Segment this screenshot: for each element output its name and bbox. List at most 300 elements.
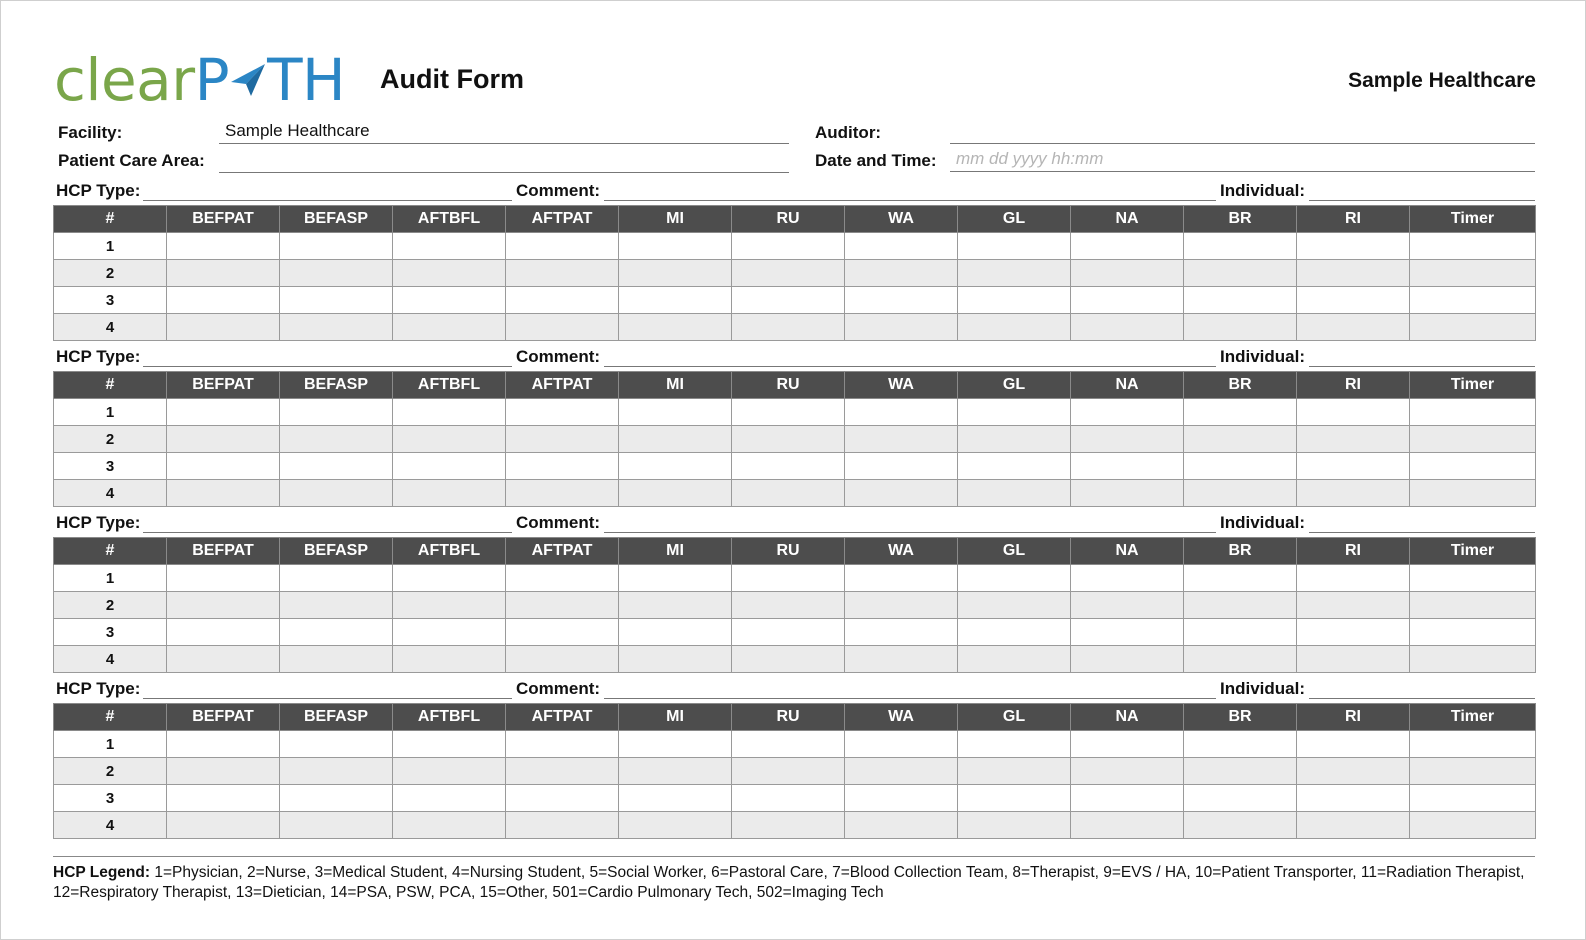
- table-cell[interactable]: [958, 399, 1071, 426]
- row-number: 4: [54, 314, 167, 341]
- table-cell[interactable]: [1297, 731, 1410, 758]
- table-cell[interactable]: [1071, 592, 1184, 619]
- table-cell[interactable]: [1297, 592, 1410, 619]
- row-number: 3: [54, 453, 167, 480]
- table-cell[interactable]: [958, 565, 1071, 592]
- individual-field[interactable]: [1309, 509, 1535, 533]
- table-header-row: [54, 206, 1536, 233]
- table-cell[interactable]: [506, 260, 619, 287]
- row-number: 1: [54, 233, 167, 260]
- column-header: AFTBFL: [393, 704, 506, 731]
- table-cell[interactable]: [1410, 646, 1536, 673]
- table-cell[interactable]: [732, 314, 845, 341]
- table-cell[interactable]: [845, 260, 958, 287]
- table-row: [54, 646, 1536, 673]
- table-cell[interactable]: [619, 646, 732, 673]
- column-header: MI: [619, 206, 732, 233]
- table-cell[interactable]: [1184, 233, 1297, 260]
- table-cell[interactable]: [506, 314, 619, 341]
- table-cell[interactable]: [619, 592, 732, 619]
- logo-text-th: TH: [267, 46, 346, 114]
- table-cell[interactable]: [1071, 785, 1184, 812]
- table-cell[interactable]: [393, 619, 506, 646]
- column-header: BR: [1184, 372, 1297, 399]
- table-cell[interactable]: [393, 758, 506, 785]
- table-cell[interactable]: [619, 565, 732, 592]
- column-header: #: [54, 206, 167, 233]
- table-row: [54, 399, 1536, 426]
- table-cell[interactable]: [167, 646, 280, 673]
- column-header: WA: [845, 704, 958, 731]
- table-cell[interactable]: [1071, 731, 1184, 758]
- table-cell[interactable]: [845, 565, 958, 592]
- table-cell[interactable]: [958, 785, 1071, 812]
- table-cell[interactable]: [1297, 758, 1410, 785]
- table-cell[interactable]: [958, 314, 1071, 341]
- row-number: 4: [54, 646, 167, 673]
- column-header: Timer: [1410, 372, 1536, 399]
- table-cell[interactable]: [845, 399, 958, 426]
- table-cell[interactable]: [167, 785, 280, 812]
- table-cell[interactable]: [845, 619, 958, 646]
- table-cell[interactable]: [167, 731, 280, 758]
- date-time-field[interactable]: mm dd yyyy hh:mm: [950, 148, 1535, 172]
- column-header: RU: [732, 206, 845, 233]
- table-cell[interactable]: [280, 480, 393, 507]
- row-number: 3: [54, 287, 167, 314]
- comment-field[interactable]: [604, 343, 1216, 367]
- table-cell[interactable]: [845, 480, 958, 507]
- table-cell[interactable]: [958, 260, 1071, 287]
- table-cell[interactable]: [958, 287, 1071, 314]
- table-cell[interactable]: [1297, 565, 1410, 592]
- table-cell[interactable]: [619, 426, 732, 453]
- table-cell[interactable]: [167, 314, 280, 341]
- row-number: 3: [54, 785, 167, 812]
- table-cell[interactable]: [506, 565, 619, 592]
- table-cell[interactable]: [1184, 453, 1297, 480]
- table-cell[interactable]: [732, 812, 845, 839]
- table-cell[interactable]: [280, 785, 393, 812]
- auditor-label: Auditor:: [815, 123, 882, 142]
- table-cell[interactable]: [958, 592, 1071, 619]
- table-cell[interactable]: [1297, 480, 1410, 507]
- table-cell[interactable]: [732, 426, 845, 453]
- table-cell[interactable]: [619, 758, 732, 785]
- comment-field[interactable]: [604, 675, 1216, 699]
- patient-care-area-label: Patient Care Area:: [58, 151, 205, 170]
- legend-divider: [53, 856, 1535, 857]
- table-cell[interactable]: [506, 453, 619, 480]
- table-cell[interactable]: [619, 314, 732, 341]
- table-row: [54, 565, 1536, 592]
- table-cell[interactable]: [280, 287, 393, 314]
- table-cell[interactable]: [958, 646, 1071, 673]
- column-header: BEFPAT: [167, 206, 280, 233]
- table-cell[interactable]: [167, 233, 280, 260]
- table-cell[interactable]: [732, 785, 845, 812]
- column-header: AFTBFL: [393, 538, 506, 565]
- table-cell[interactable]: [1184, 287, 1297, 314]
- table-cell[interactable]: [393, 731, 506, 758]
- column-header: GL: [958, 372, 1071, 399]
- table-cell[interactable]: [1410, 592, 1536, 619]
- table-cell[interactable]: [845, 314, 958, 341]
- table-cell[interactable]: [1184, 812, 1297, 839]
- audit-table: [53, 371, 1536, 507]
- table-cell[interactable]: [1184, 731, 1297, 758]
- table-cell[interactable]: [506, 785, 619, 812]
- table-cell[interactable]: [506, 399, 619, 426]
- column-header: #: [54, 704, 167, 731]
- table-cell[interactable]: [1071, 565, 1184, 592]
- table-cell[interactable]: [732, 758, 845, 785]
- table-cell[interactable]: [393, 233, 506, 260]
- table-cell[interactable]: [1184, 426, 1297, 453]
- table-cell[interactable]: [280, 399, 393, 426]
- table-cell[interactable]: [1410, 453, 1536, 480]
- table-cell[interactable]: [1297, 233, 1410, 260]
- table-cell[interactable]: [845, 785, 958, 812]
- table-cell[interactable]: [732, 399, 845, 426]
- table-cell[interactable]: [506, 619, 619, 646]
- comment-label: Comment:: [516, 679, 601, 698]
- table-cell[interactable]: [1071, 812, 1184, 839]
- audit-table: [53, 205, 1536, 341]
- table-cell[interactable]: [167, 619, 280, 646]
- row-number: 1: [54, 399, 167, 426]
- column-header: WA: [845, 372, 958, 399]
- table-cell[interactable]: [1297, 287, 1410, 314]
- table-cell[interactable]: [619, 399, 732, 426]
- table-cell[interactable]: [280, 314, 393, 341]
- table-cell[interactable]: [167, 453, 280, 480]
- column-header: BEFASP: [280, 538, 393, 565]
- row-number: 3: [54, 619, 167, 646]
- table-cell[interactable]: [280, 426, 393, 453]
- column-header: RU: [732, 538, 845, 565]
- table-cell[interactable]: [167, 812, 280, 839]
- table-cell[interactable]: [732, 646, 845, 673]
- table-row: [54, 287, 1536, 314]
- audit-table: [53, 537, 1536, 673]
- table-row: [54, 619, 1536, 646]
- table-cell[interactable]: [619, 260, 732, 287]
- table-cell[interactable]: [1410, 426, 1536, 453]
- table-cell[interactable]: [619, 233, 732, 260]
- table-cell[interactable]: [1297, 646, 1410, 673]
- table-cell[interactable]: [1184, 260, 1297, 287]
- table-cell[interactable]: [958, 812, 1071, 839]
- date-time-label: Date and Time:: [815, 151, 937, 170]
- table-cell[interactable]: [845, 731, 958, 758]
- row-number: 4: [54, 812, 167, 839]
- row-number: 2: [54, 426, 167, 453]
- table-cell[interactable]: [393, 480, 506, 507]
- table-cell[interactable]: [506, 287, 619, 314]
- individual-field[interactable]: [1309, 343, 1535, 367]
- table-cell[interactable]: [845, 287, 958, 314]
- column-header: #: [54, 538, 167, 565]
- table-cell[interactable]: [1410, 731, 1536, 758]
- table-cell[interactable]: [167, 399, 280, 426]
- table-cell[interactable]: [1410, 314, 1536, 341]
- table-cell[interactable]: [958, 453, 1071, 480]
- table-cell[interactable]: [1071, 287, 1184, 314]
- table-cell[interactable]: [1071, 260, 1184, 287]
- hcp-type-field[interactable]: [143, 343, 512, 367]
- table-cell[interactable]: [393, 260, 506, 287]
- table-cell[interactable]: [1184, 646, 1297, 673]
- row-number: 2: [54, 592, 167, 619]
- table-cell[interactable]: [167, 287, 280, 314]
- table-cell[interactable]: [845, 233, 958, 260]
- facility-label: Facility:: [58, 123, 123, 142]
- table-cell[interactable]: [1410, 758, 1536, 785]
- table-cell[interactable]: [1297, 619, 1410, 646]
- column-header: WA: [845, 538, 958, 565]
- table-cell[interactable]: [167, 426, 280, 453]
- table-cell[interactable]: [1071, 426, 1184, 453]
- table-cell[interactable]: [1410, 287, 1536, 314]
- table-cell[interactable]: [167, 480, 280, 507]
- table-cell[interactable]: [958, 758, 1071, 785]
- column-header: Timer: [1410, 206, 1536, 233]
- table-cell[interactable]: [280, 260, 393, 287]
- table-cell[interactable]: [1184, 399, 1297, 426]
- table-cell[interactable]: [732, 731, 845, 758]
- column-header: NA: [1071, 704, 1184, 731]
- column-header: RI: [1297, 538, 1410, 565]
- logo-text-clear: clear: [54, 46, 195, 114]
- table-cell[interactable]: [1071, 480, 1184, 507]
- hcp-legend-text: 1=Physician, 2=Nurse, 3=Medical Student, 4=Nursing Student, 5=Social Worker, 6=Pastoral Care, 7=Blood Collection Team, 8=Therapist, 9=EVS / HA, 10=Patient Transporter, 11=Radiation Therapist, 12=Respiratory Therapist, 13=Dietician, 14=PSA, PSW, PCA, 15=Other, 501=Cardio Pulmonary Tech, 502=Imaging Tech: [53, 864, 1525, 901]
- table-row: [54, 260, 1536, 287]
- column-header: Timer: [1410, 538, 1536, 565]
- table-cell[interactable]: [1410, 785, 1536, 812]
- table-cell[interactable]: [845, 758, 958, 785]
- table-row: [54, 758, 1536, 785]
- row-number: 1: [54, 565, 167, 592]
- table-cell[interactable]: [732, 565, 845, 592]
- table-row: [54, 785, 1536, 812]
- table-cell[interactable]: [1071, 619, 1184, 646]
- table-cell[interactable]: [280, 812, 393, 839]
- table-cell[interactable]: [1410, 399, 1536, 426]
- column-header: GL: [958, 538, 1071, 565]
- column-header: BEFPAT: [167, 538, 280, 565]
- table-cell[interactable]: [393, 812, 506, 839]
- table-cell[interactable]: [1297, 785, 1410, 812]
- table-header-row: [54, 704, 1536, 731]
- table-cell[interactable]: [1184, 619, 1297, 646]
- column-header: BEFASP: [280, 372, 393, 399]
- column-header: MI: [619, 372, 732, 399]
- hcp-type-label: HCP Type:: [56, 181, 141, 200]
- column-header: BR: [1184, 704, 1297, 731]
- table-cell[interactable]: [506, 758, 619, 785]
- column-header: BR: [1184, 538, 1297, 565]
- column-header: RI: [1297, 206, 1410, 233]
- table-cell[interactable]: [1297, 426, 1410, 453]
- audit-table: [53, 703, 1536, 839]
- table-cell[interactable]: [619, 453, 732, 480]
- table-cell[interactable]: [1297, 812, 1410, 839]
- table-cell[interactable]: [393, 646, 506, 673]
- column-header: AFTPAT: [506, 372, 619, 399]
- table-cell[interactable]: [1071, 758, 1184, 785]
- table-cell[interactable]: [506, 233, 619, 260]
- hcp-type-label: HCP Type:: [56, 679, 141, 698]
- table-row: [54, 731, 1536, 758]
- table-cell[interactable]: [167, 592, 280, 619]
- table-header-row: [54, 372, 1536, 399]
- column-header: MI: [619, 704, 732, 731]
- table-cell[interactable]: [167, 758, 280, 785]
- table-cell[interactable]: [845, 592, 958, 619]
- comment-field[interactable]: [604, 177, 1216, 201]
- table-cell[interactable]: [1297, 260, 1410, 287]
- table-cell[interactable]: [506, 480, 619, 507]
- table-cell[interactable]: [845, 426, 958, 453]
- table-cell[interactable]: [1071, 399, 1184, 426]
- comment-label: Comment:: [516, 513, 601, 532]
- row-number: 2: [54, 758, 167, 785]
- table-cell[interactable]: [1410, 480, 1536, 507]
- hcp-type-field[interactable]: [143, 509, 512, 533]
- table-cell[interactable]: [280, 233, 393, 260]
- table-cell[interactable]: [280, 453, 393, 480]
- hcp-type-field[interactable]: [143, 675, 512, 699]
- column-header: RI: [1297, 704, 1410, 731]
- table-cell[interactable]: [958, 480, 1071, 507]
- table-cell[interactable]: [280, 565, 393, 592]
- table-cell[interactable]: [393, 565, 506, 592]
- table-cell[interactable]: [280, 592, 393, 619]
- table-cell[interactable]: [280, 646, 393, 673]
- table-cell[interactable]: [393, 785, 506, 812]
- table-cell[interactable]: [280, 619, 393, 646]
- table-cell[interactable]: [1410, 812, 1536, 839]
- table-cell[interactable]: [393, 287, 506, 314]
- table-cell[interactable]: [280, 731, 393, 758]
- table-cell[interactable]: [1184, 314, 1297, 341]
- table-cell[interactable]: [1410, 260, 1536, 287]
- table-cell[interactable]: [619, 480, 732, 507]
- table-cell[interactable]: [1184, 565, 1297, 592]
- table-cell[interactable]: [958, 619, 1071, 646]
- column-header: AFTBFL: [393, 372, 506, 399]
- table-cell[interactable]: [1071, 233, 1184, 260]
- individual-label: Individual:: [1220, 347, 1305, 366]
- column-header: RU: [732, 372, 845, 399]
- table-cell[interactable]: [506, 426, 619, 453]
- table-cell[interactable]: [619, 619, 732, 646]
- table-cell[interactable]: [167, 565, 280, 592]
- table-cell[interactable]: [1410, 619, 1536, 646]
- column-header: NA: [1071, 538, 1184, 565]
- table-cell[interactable]: [1297, 314, 1410, 341]
- table-cell[interactable]: [1184, 758, 1297, 785]
- table-cell[interactable]: [1297, 453, 1410, 480]
- table-cell[interactable]: [845, 453, 958, 480]
- column-header: AFTPAT: [506, 206, 619, 233]
- table-cell[interactable]: [1410, 233, 1536, 260]
- table-cell[interactable]: [1071, 314, 1184, 341]
- comment-label: Comment:: [516, 347, 601, 366]
- table-cell[interactable]: [393, 314, 506, 341]
- table-cell[interactable]: [393, 399, 506, 426]
- table-cell[interactable]: [619, 731, 732, 758]
- table-cell[interactable]: [506, 731, 619, 758]
- table-cell[interactable]: [732, 592, 845, 619]
- column-header: BEFPAT: [167, 704, 280, 731]
- table-cell[interactable]: [845, 646, 958, 673]
- individual-field[interactable]: [1309, 675, 1535, 699]
- table-row: [54, 480, 1536, 507]
- table-cell[interactable]: [732, 260, 845, 287]
- individual-field[interactable]: [1309, 177, 1535, 201]
- table-cell[interactable]: [506, 646, 619, 673]
- auditor-field[interactable]: [950, 120, 1535, 144]
- table-cell[interactable]: [1071, 646, 1184, 673]
- table-cell[interactable]: [393, 453, 506, 480]
- table-cell[interactable]: [732, 480, 845, 507]
- table-cell[interactable]: [1184, 785, 1297, 812]
- table-cell[interactable]: [619, 812, 732, 839]
- column-header: AFTPAT: [506, 704, 619, 731]
- comment-field[interactable]: [604, 509, 1216, 533]
- table-cell[interactable]: [280, 758, 393, 785]
- table-cell[interactable]: [958, 233, 1071, 260]
- table-cell[interactable]: [1297, 399, 1410, 426]
- column-header: WA: [845, 206, 958, 233]
- column-header: AFTBFL: [393, 206, 506, 233]
- hcp-type-field[interactable]: [143, 177, 512, 201]
- table-cell[interactable]: [958, 731, 1071, 758]
- column-header: NA: [1071, 372, 1184, 399]
- table-cell[interactable]: [393, 426, 506, 453]
- column-header: NA: [1071, 206, 1184, 233]
- table-cell[interactable]: [845, 812, 958, 839]
- column-header: BEFPAT: [167, 372, 280, 399]
- paper-plane-icon: [229, 56, 267, 100]
- table-cell[interactable]: [732, 233, 845, 260]
- table-row: [54, 426, 1536, 453]
- table-cell[interactable]: [732, 287, 845, 314]
- table-cell[interactable]: [1410, 565, 1536, 592]
- logo-text-p: P: [194, 46, 230, 114]
- hcp-type-label: HCP Type:: [56, 513, 141, 532]
- table-cell[interactable]: [732, 453, 845, 480]
- table-cell[interactable]: [506, 592, 619, 619]
- patient-care-area-field[interactable]: [219, 149, 789, 173]
- facility-field[interactable]: Sample Healthcare: [219, 120, 789, 144]
- table-cell[interactable]: [732, 619, 845, 646]
- table-cell[interactable]: [167, 260, 280, 287]
- table-cell[interactable]: [506, 812, 619, 839]
- table-cell[interactable]: [619, 785, 732, 812]
- table-cell[interactable]: [1184, 480, 1297, 507]
- row-number: 4: [54, 480, 167, 507]
- table-cell[interactable]: [1184, 592, 1297, 619]
- table-cell[interactable]: [958, 426, 1071, 453]
- table-cell[interactable]: [393, 592, 506, 619]
- column-header: RI: [1297, 372, 1410, 399]
- table-cell[interactable]: [619, 287, 732, 314]
- column-header: BEFASP: [280, 206, 393, 233]
- table-cell[interactable]: [1071, 453, 1184, 480]
